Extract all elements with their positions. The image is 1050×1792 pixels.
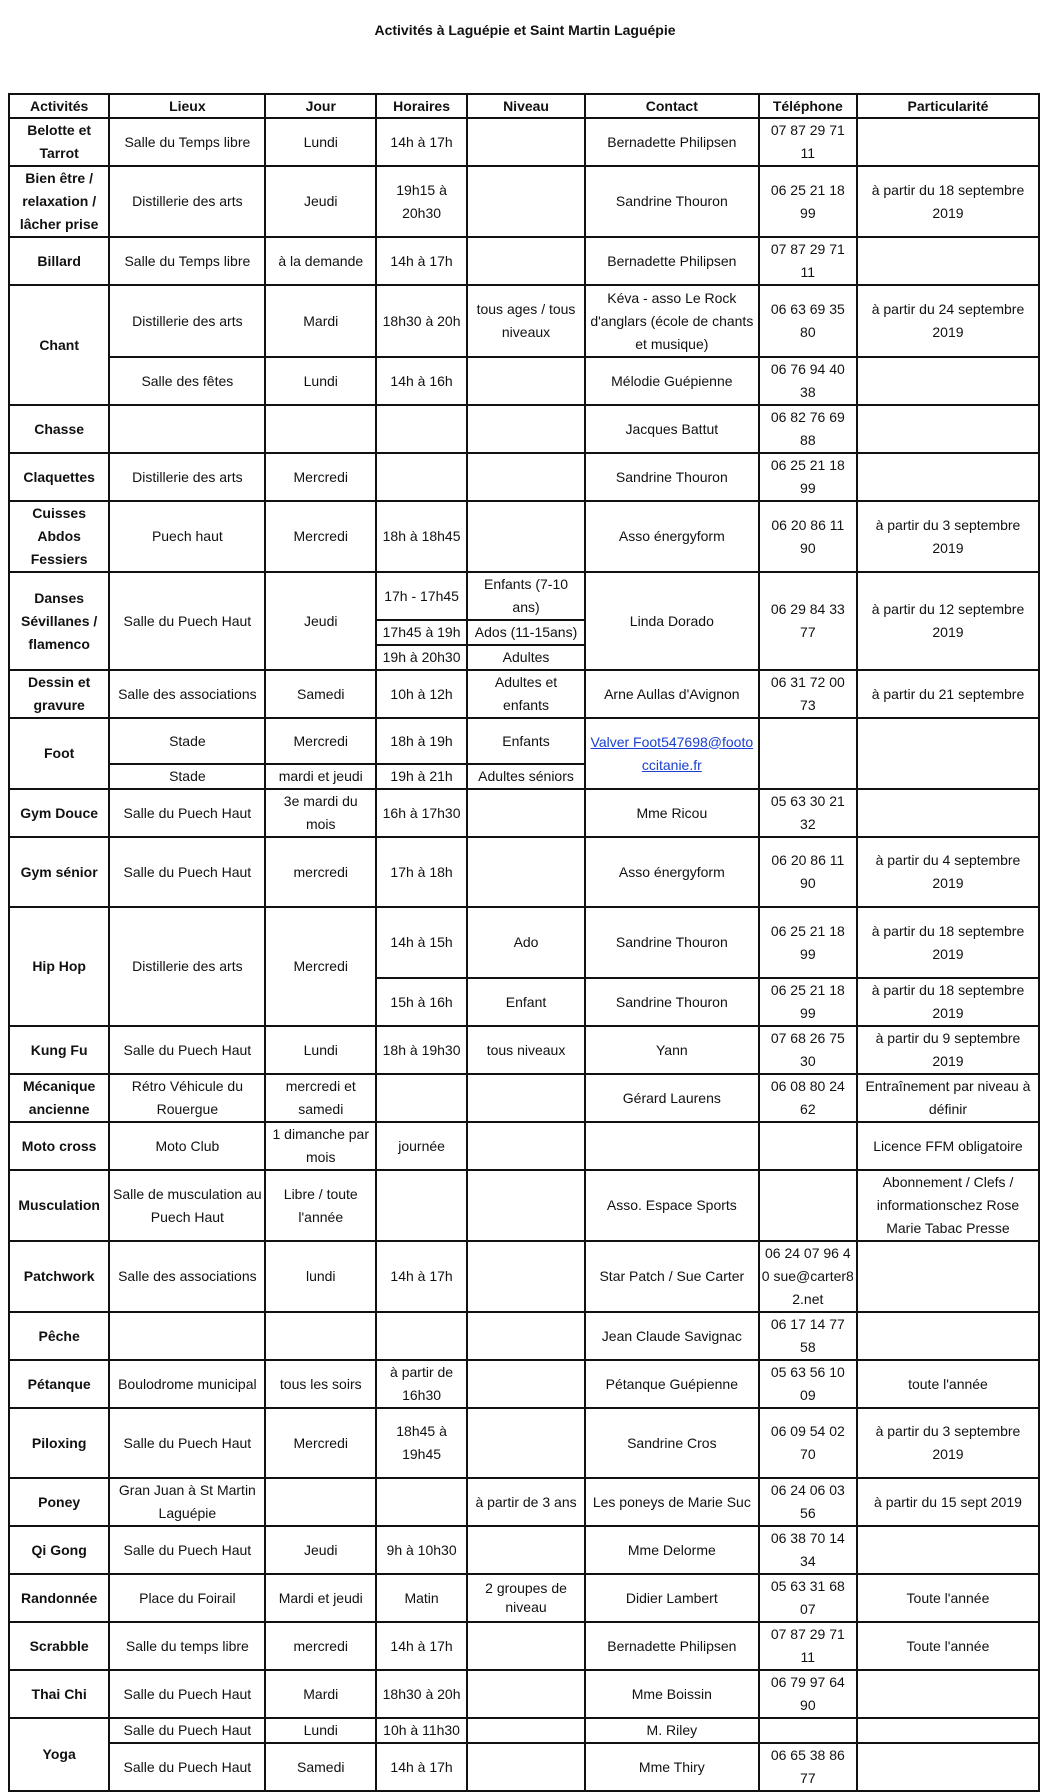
- table-row: [9, 501, 1039, 572]
- cell-jour: mercredi et samedi: [265, 1074, 376, 1122]
- cell-activite: Chant: [9, 285, 109, 405]
- table-row: [9, 405, 1039, 453]
- cell-niveau: Adultes et enfants: [467, 670, 585, 718]
- cell-activite: Qi Gong: [9, 1526, 109, 1574]
- cell-jour: mercredi: [265, 837, 376, 907]
- header-row: [9, 94, 1039, 118]
- cell-horaires: 18h30 à 20h: [376, 1670, 467, 1718]
- cell-lieu: Salle des associations: [109, 670, 265, 718]
- cell-jour: Mardi: [265, 1670, 376, 1718]
- cell-horaires: 14h à 17h: [376, 237, 467, 285]
- cell-telephone: 06 09 54 02 70: [759, 1408, 857, 1478]
- header-particularite: Particularité: [857, 94, 1039, 118]
- cell-particularite: à partir du 21 septembre: [857, 670, 1039, 718]
- cell-telephone: 06 82 76 69 88: [759, 405, 857, 453]
- cell-lieu: Salle du Puech Haut: [109, 572, 265, 670]
- cell-lieu: Salle du Temps libre: [109, 237, 265, 285]
- cell-niveau: [467, 1074, 585, 1122]
- cell-contact: M. Riley: [585, 1718, 759, 1743]
- cell-niveau: à partir de 3 ans: [467, 1478, 585, 1526]
- cell-lieu: Puech haut: [109, 501, 265, 572]
- cell-activite: Patchwork: [9, 1241, 109, 1312]
- cell-activite: Hip Hop: [9, 907, 109, 1026]
- cell-horaires: 18h à 19h: [376, 718, 467, 764]
- cell-niveau: [467, 237, 585, 285]
- cell-contact: Kéva - asso Le Rock d'anglars (école de chants et musique): [585, 285, 759, 357]
- table-row: [9, 718, 1039, 764]
- table-row: [9, 1170, 1039, 1241]
- cell-niveau: [467, 501, 585, 572]
- cell-jour: Samedi: [265, 1743, 376, 1791]
- cell-jour: Lundi: [265, 357, 376, 405]
- cell-jour: Jeudi: [265, 1526, 376, 1574]
- cell-jour: à la demande: [265, 237, 376, 285]
- cell-jour: mercredi: [265, 1622, 376, 1670]
- cell-contact: [585, 1122, 759, 1170]
- cell-niveau: [467, 1670, 585, 1718]
- cell-contact: Arne Aullas d'Avignon: [585, 670, 759, 718]
- cell-niveau: 2 groupes de niveau: [467, 1574, 585, 1622]
- cell-particularite: à partir du 24 septembre 2019: [857, 285, 1039, 357]
- header-niveau: Niveau: [467, 94, 585, 118]
- cell-jour: Mercredi: [265, 1408, 376, 1478]
- table-row: [9, 1241, 1039, 1312]
- cell-niveau: [467, 1743, 585, 1791]
- table-row: [9, 1408, 1039, 1478]
- cell-activite: Danses Sévillanes / flamenco: [9, 572, 109, 670]
- cell-contact: Asso énergyform: [585, 837, 759, 907]
- cell-jour: Samedi: [265, 670, 376, 718]
- cell-lieu: Place du Foirail: [109, 1574, 265, 1622]
- cell-horaires: 17h45 à 19h: [376, 620, 467, 645]
- table-row: [9, 357, 1039, 405]
- cell-jour: mardi et jeudi: [265, 764, 376, 789]
- table-row: [9, 1360, 1039, 1408]
- cell-lieu: Salle du Puech Haut: [109, 1743, 265, 1791]
- cell-particularite: à partir du 3 septembre 2019: [857, 501, 1039, 572]
- cell-telephone: 05 63 56 10 09: [759, 1360, 857, 1408]
- cell-activite: Kung Fu: [9, 1026, 109, 1074]
- table-row: [9, 789, 1039, 837]
- cell-jour: Mardi: [265, 285, 376, 357]
- cell-jour: Mercredi: [265, 501, 376, 572]
- cell-niveau: [467, 789, 585, 837]
- cell-activite: Yoga: [9, 1718, 109, 1791]
- cell-niveau: tous ages / tous niveaux: [467, 285, 585, 357]
- cell-telephone: 07 87 29 71 11: [759, 1622, 857, 1670]
- cell-telephone: 06 65 38 86 77: [759, 1743, 857, 1791]
- cell-niveau: [467, 357, 585, 405]
- cell-lieu: Salle du Puech Haut: [109, 789, 265, 837]
- cell-particularite: [857, 237, 1039, 285]
- cell-jour: [265, 1312, 376, 1360]
- cell-horaires: 10h à 12h: [376, 670, 467, 718]
- cell-telephone: 06 38 70 14 34: [759, 1526, 857, 1574]
- cell-contact: Asso énergyform: [585, 501, 759, 572]
- cell-horaires: [376, 1312, 467, 1360]
- cell-telephone: 06 31 72 00 73: [759, 670, 857, 718]
- cell-telephone: [759, 1122, 857, 1170]
- table-row: [9, 1622, 1039, 1670]
- cell-activite: Piloxing: [9, 1408, 109, 1478]
- cell-particularite: à partir du 9 septembre 2019: [857, 1026, 1039, 1074]
- cell-lieu: Salle du Puech Haut: [109, 1526, 265, 1574]
- cell-jour: Mardi et jeudi: [265, 1574, 376, 1622]
- cell-particularite: [857, 453, 1039, 501]
- cell-particularite: à partir du 12 septembre 2019: [857, 572, 1039, 670]
- cell-lieu: Salle du Puech Haut: [109, 1026, 265, 1074]
- table-row: [9, 572, 1039, 620]
- cell-particularite: [857, 1670, 1039, 1718]
- cell-lieu: Salle du Puech Haut: [109, 837, 265, 907]
- cell-lieu: Salle du Puech Haut: [109, 1718, 265, 1743]
- cell-activite: Pêche: [9, 1312, 109, 1360]
- table-row: [9, 453, 1039, 501]
- cell-niveau: Enfants: [467, 718, 585, 764]
- cell-contact: Sandrine Thouron: [585, 907, 759, 978]
- cell-jour: Libre / toute l'année: [265, 1170, 376, 1241]
- cell-horaires: [376, 405, 467, 453]
- cell-niveau: [467, 1312, 585, 1360]
- cell-lieu: Boulodrome municipal: [109, 1360, 265, 1408]
- cell-horaires: 18h à 19h30: [376, 1026, 467, 1074]
- cell-particularite: [857, 789, 1039, 837]
- cell-telephone: 06 20 86 11 90: [759, 501, 857, 572]
- cell-niveau: [467, 166, 585, 237]
- cell-contact: Bernadette Philipsen: [585, 1622, 759, 1670]
- cell-telephone: 06 79 97 64 90: [759, 1670, 857, 1718]
- cell-jour: tous les soirs: [265, 1360, 376, 1408]
- cell-particularite: [857, 1241, 1039, 1312]
- cell-telephone: [759, 718, 857, 789]
- cell-lieu: Salle du Puech Haut: [109, 1408, 265, 1478]
- cell-telephone: 06 25 21 18 99: [759, 166, 857, 237]
- cell-horaires: 19h à 21h: [376, 764, 467, 789]
- cell-horaires: 19h à 20h30: [376, 645, 467, 670]
- table-row: [9, 1526, 1039, 1574]
- cell-horaires: 15h à 16h: [376, 978, 467, 1026]
- cell-niveau: [467, 1526, 585, 1574]
- cell-lieu: Distillerie des arts: [109, 453, 265, 501]
- cell-contact: Sandrine Thouron: [585, 453, 759, 501]
- cell-particularite: [857, 405, 1039, 453]
- cell-horaires: 14h à 16h: [376, 357, 467, 405]
- table-row: [9, 237, 1039, 285]
- cell-particularite: à partir du 18 septembre 2019: [857, 978, 1039, 1026]
- cell-jour: Jeudi: [265, 166, 376, 237]
- cell-horaires: [376, 453, 467, 501]
- cell-niveau: Enfant: [467, 978, 585, 1026]
- cell-activite: Cuisses Abdos Fessiers: [9, 501, 109, 572]
- cell-niveau: [467, 1241, 585, 1312]
- cell-telephone: 06 63 69 35 80: [759, 285, 857, 357]
- cell-horaires: 14h à 17h: [376, 1743, 467, 1791]
- cell-niveau: Ados (11-15ans): [467, 620, 585, 645]
- cell-activite: Poney: [9, 1478, 109, 1526]
- cell-telephone: 05 63 31 68 07: [759, 1574, 857, 1622]
- cell-contact: Star Patch / Sue Carter: [585, 1241, 759, 1312]
- table-row: [9, 907, 1039, 978]
- cell-lieu: Salle des associations: [109, 1241, 265, 1312]
- table-row: [9, 1670, 1039, 1718]
- cell-horaires: 9h à 10h30: [376, 1526, 467, 1574]
- cell-lieu: Stade: [109, 718, 265, 764]
- cell-telephone: 07 68 26 75 30: [759, 1026, 857, 1074]
- cell-activite: Thai Chi: [9, 1670, 109, 1718]
- cell-horaires: 14h à 17h: [376, 118, 467, 166]
- cell-telephone: 06 25 21 18 99: [759, 907, 857, 978]
- cell-particularite: Toute l'année: [857, 1574, 1039, 1622]
- cell-particularite: Toute l'année: [857, 1622, 1039, 1670]
- cell-lieu: [109, 1312, 265, 1360]
- cell-contact: Gérard Laurens: [585, 1074, 759, 1122]
- table-row: [9, 1122, 1039, 1170]
- cell-horaires: 19h15 à 20h30: [376, 166, 467, 237]
- cell-niveau: Ado: [467, 907, 585, 978]
- cell-particularite: à partir du 4 septembre 2019: [857, 837, 1039, 907]
- cell-jour: 3e mardi du mois: [265, 789, 376, 837]
- header-activites: Activités: [9, 94, 109, 118]
- cell-lieu: Salle du temps libre: [109, 1622, 265, 1670]
- cell-contact: Bernadette Philipsen: [585, 118, 759, 166]
- cell-telephone: [759, 1718, 857, 1743]
- cell-contact: Asso. Espace Sports: [585, 1170, 759, 1241]
- cell-jour: Mercredi: [265, 718, 376, 764]
- cell-contact: Les poneys de Marie Suc: [585, 1478, 759, 1526]
- cell-horaires: 16h à 17h30: [376, 789, 467, 837]
- cell-activite: Moto cross: [9, 1122, 109, 1170]
- cell-jour: Mercredi: [265, 907, 376, 1026]
- cell-horaires: 14h à 17h: [376, 1622, 467, 1670]
- cell-lieu: Salle de musculation au Puech Haut: [109, 1170, 265, 1241]
- cell-contact: Sandrine Cros: [585, 1408, 759, 1478]
- cell-activite: Randonnée: [9, 1574, 109, 1622]
- cell-activite: Chasse: [9, 405, 109, 453]
- cell-particularite: à partir du 18 septembre 2019: [857, 907, 1039, 978]
- cell-lieu: Moto Club: [109, 1122, 265, 1170]
- cell-activite: Musculation: [9, 1170, 109, 1241]
- cell-activite: Dessin et gravure: [9, 670, 109, 718]
- cell-particularite: Licence FFM obligatoire: [857, 1122, 1039, 1170]
- cell-niveau: Enfants (7-10 ans): [467, 572, 585, 620]
- cell-telephone: 06 20 86 11 90: [759, 837, 857, 907]
- cell-telephone: 07 87 29 71 11: [759, 237, 857, 285]
- table-row: [9, 118, 1039, 166]
- cell-activite: Pétanque: [9, 1360, 109, 1408]
- cell-activite: Claquettes: [9, 453, 109, 501]
- cell-jour: Mercredi: [265, 453, 376, 501]
- table-row: [9, 837, 1039, 907]
- cell-horaires: 18h45 à 19h45: [376, 1408, 467, 1478]
- cell-horaires: journée: [376, 1122, 467, 1170]
- cell-telephone: 06 08 80 24 62: [759, 1074, 857, 1122]
- cell-niveau: [467, 1718, 585, 1743]
- cell-contact: Mme Delorme: [585, 1526, 759, 1574]
- table-row: [9, 1478, 1039, 1526]
- cell-particularite: Entraînement par niveau à définir: [857, 1074, 1039, 1122]
- cell-particularite: [857, 1312, 1039, 1360]
- cell-contact: Sandrine Thouron: [585, 978, 759, 1026]
- cell-contact: Jean Claude Savignac: [585, 1312, 759, 1360]
- cell-activite: Bien être / relaxation / lâcher prise: [9, 166, 109, 237]
- cell-niveau: [467, 837, 585, 907]
- table-row: [9, 1743, 1039, 1791]
- cell-niveau: [467, 118, 585, 166]
- cell-lieu: Salle des fêtes: [109, 357, 265, 405]
- cell-contact: Didier Lambert: [585, 1574, 759, 1622]
- cell-niveau: [467, 1122, 585, 1170]
- table-row: [9, 1574, 1039, 1622]
- header-jour: Jour: [265, 94, 376, 118]
- page-title: Activités à Laguépie et Saint Martin Laguépie: [374, 22, 676, 38]
- cell-telephone: 06 25 21 18 99: [759, 978, 857, 1026]
- cell-horaires: 17h - 17h45: [376, 572, 467, 620]
- cell-niveau: Adultes séniors: [467, 764, 585, 789]
- cell-niveau: [467, 453, 585, 501]
- cell-horaires: 10h à 11h30: [376, 1718, 467, 1743]
- cell-niveau: [467, 405, 585, 453]
- cell-activite: Scrabble: [9, 1622, 109, 1670]
- table-row: [9, 1026, 1039, 1074]
- cell-activite: Foot: [9, 718, 109, 789]
- cell-contact: Jacques Battut: [585, 405, 759, 453]
- cell-telephone: 06 17 14 77 58: [759, 1312, 857, 1360]
- cell-lieu: Distillerie des arts: [109, 285, 265, 357]
- cell-lieu: Distillerie des arts: [109, 166, 265, 237]
- cell-lieu: Salle du Temps libre: [109, 118, 265, 166]
- cell-particularite: [857, 1718, 1039, 1743]
- cell-jour: Lundi: [265, 1718, 376, 1743]
- cell-horaires: [376, 1170, 467, 1241]
- cell-activite: Gym sénior: [9, 837, 109, 907]
- cell-contact: Linda Dorado: [585, 572, 759, 670]
- cell-telephone: 07 87 29 71 11: [759, 118, 857, 166]
- cell-niveau: [467, 1170, 585, 1241]
- cell-lieu: Salle du Puech Haut: [109, 1670, 265, 1718]
- cell-contact: Pétanque Guépienne: [585, 1360, 759, 1408]
- cell-contact: Mme Boissin: [585, 1670, 759, 1718]
- cell-particularite: à partir du 3 septembre 2019: [857, 1408, 1039, 1478]
- cell-niveau: [467, 1622, 585, 1670]
- cell-lieu: Stade: [109, 764, 265, 789]
- cell-niveau: [467, 1360, 585, 1408]
- cell-horaires: 17h à 18h: [376, 837, 467, 907]
- email-link[interactable]: Valver Foot547698@footoccitanie.fr: [585, 718, 759, 789]
- table-row: [9, 1074, 1039, 1122]
- cell-particularite: [857, 118, 1039, 166]
- cell-particularite: à partir du 18 septembre 2019: [857, 166, 1039, 237]
- activities-table: [8, 93, 1040, 1792]
- cell-contact: Mme Thiry: [585, 1743, 759, 1791]
- cell-niveau: [467, 1408, 585, 1478]
- header-lieux: Lieux: [109, 94, 265, 118]
- cell-horaires: 14h à 17h: [376, 1241, 467, 1312]
- cell-jour: 1 dimanche par mois: [265, 1122, 376, 1170]
- cell-horaires: [376, 1478, 467, 1526]
- cell-particularite: à partir du 15 sept 2019: [857, 1478, 1039, 1526]
- cell-lieu: Rétro Véhicule du Rouergue: [109, 1074, 265, 1122]
- cell-niveau: tous niveaux: [467, 1026, 585, 1074]
- cell-telephone: 06 29 84 33 77: [759, 572, 857, 670]
- cell-contact: Mme Ricou: [585, 789, 759, 837]
- cell-horaires: 14h à 15h: [376, 907, 467, 978]
- table-row: [9, 670, 1039, 718]
- cell-telephone: 05 63 30 21 32: [759, 789, 857, 837]
- cell-lieu: Distillerie des arts: [109, 907, 265, 1026]
- cell-activite: Mécanique ancienne: [9, 1074, 109, 1122]
- cell-jour: Jeudi: [265, 572, 376, 670]
- cell-contact: Yann: [585, 1026, 759, 1074]
- cell-particularite: [857, 718, 1039, 789]
- cell-particularite: [857, 357, 1039, 405]
- cell-telephone: 06 76 94 40 38: [759, 357, 857, 405]
- cell-particularite: Abonnement / Clefs / informationschez Rose Marie Tabac Presse: [857, 1170, 1039, 1241]
- cell-horaires: 18h30 à 20h: [376, 285, 467, 357]
- cell-jour: lundi: [265, 1241, 376, 1312]
- cell-telephone: 06 24 07 96 40 sue@carter82.net: [759, 1241, 857, 1312]
- cell-horaires: à partir de 16h30: [376, 1360, 467, 1408]
- cell-lieu: Gran Juan à St Martin Laguépie: [109, 1478, 265, 1526]
- cell-jour: [265, 1478, 376, 1526]
- cell-contact: Mélodie Guépienne: [585, 357, 759, 405]
- cell-horaires: Matin: [376, 1574, 467, 1622]
- cell-jour: Lundi: [265, 118, 376, 166]
- cell-particularite: [857, 1743, 1039, 1791]
- table-row: [9, 1312, 1039, 1360]
- cell-telephone: [759, 1170, 857, 1241]
- cell-activite: Gym Douce: [9, 789, 109, 837]
- cell-activite: Belotte et Tarrot: [9, 118, 109, 166]
- cell-particularite: toute l'année: [857, 1360, 1039, 1408]
- cell-lieu: [109, 405, 265, 453]
- cell-jour: Lundi: [265, 1026, 376, 1074]
- cell-contact: Bernadette Philipsen: [585, 237, 759, 285]
- cell-horaires: 18h à 18h45: [376, 501, 467, 572]
- header-horaires: Horaires: [376, 94, 467, 118]
- cell-activite: Billard: [9, 237, 109, 285]
- cell-niveau: Adultes: [467, 645, 585, 670]
- cell-contact: Sandrine Thouron: [585, 166, 759, 237]
- cell-telephone: 06 24 06 03 56: [759, 1478, 857, 1526]
- table-row: [9, 285, 1039, 357]
- table-row: [9, 1718, 1039, 1743]
- cell-horaires: [376, 1074, 467, 1122]
- cell-telephone: 06 25 21 18 99: [759, 453, 857, 501]
- table-row: [9, 166, 1039, 237]
- cell-jour: [265, 405, 376, 453]
- cell-particularite: [857, 1526, 1039, 1574]
- header-contact: Contact: [585, 94, 759, 118]
- header-telephone: Téléphone: [759, 94, 857, 118]
